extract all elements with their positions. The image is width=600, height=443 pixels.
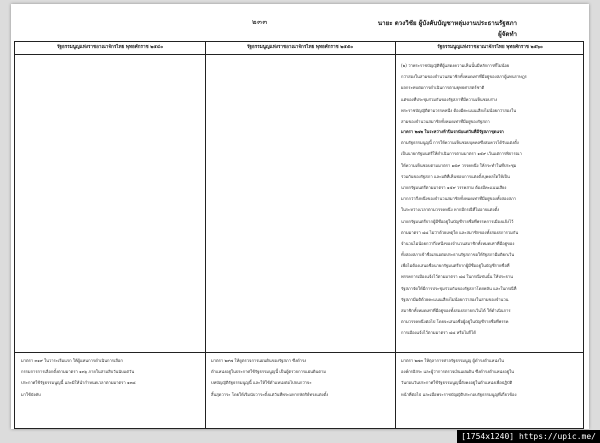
- text-line: วันก่อนวันประกาศใช้รัฐธรรมนูญนี้ยังคงอยู่ในตำแหน่งเพื่อปฏิบัติ: [401, 380, 513, 386]
- column-header-2560: รัฐธรรมนูญแห่งราชอาณาจักรไทย พุทธศักราช ๒๕๖๐: [395, 42, 584, 55]
- table-cell-2560-section-272: [401, 126, 581, 339]
- text-line: มาตรา ๒๗๓ ให้ตุลาการศาลรัฐธรรมนูญ ผู้ดำรงตำแหน่งใน: [401, 358, 504, 363]
- table-cell-2560-section-273: [401, 355, 581, 400]
- column-header-2550: รัฐธรรมนูญแห่งราชอาณาจักรไทย พุทธศักราช ๒๕๕๐: [205, 42, 395, 55]
- image-watermark[interactable]: [1754x1240] https://upic.me/: [457, 430, 600, 443]
- text-line: ในระหว่างเวลาตามวรรคหนึ่ง หากมีกรณีที่ไม่อาจแต่งตั้ง: [401, 207, 500, 213]
- attribution-name: นายะ ดวงวิชัย ผู้บังคับบัญชาหลุ่มงานประธานรัฐสภา: [377, 20, 517, 27]
- text-line: นายกรัฐมนตรีจากผู้มีชื่ออยู่ในบัญชีรายชื่อที่พรรคการเมืองแจ้งไว้: [401, 218, 514, 224]
- text-line: มาตรา ๓๑๙ ในวาระเริ่มแรก ให้ผู้แทนการดำเนินการเลือก: [21, 358, 123, 363]
- text-line: รัฐสภามีมติด้วยคะแนนเสียงไม่น้อยกว่าสองในสามของจำนวน: [401, 296, 509, 302]
- text-line: นายกรัฐมนตรีตามมาตรา ๑๕๙ วรรคสาม ต้องมีคะแนนเสียง: [401, 184, 507, 190]
- text-line: เพื่อไม่ต้องเสนอชื่อนายกรัฐมนตรีจากผู้มีชื่ออยู่ในบัญชีรายชื่อที่: [401, 263, 510, 269]
- text-line: ตามวรรคหนึ่งต่อไป โดยจะเสนอชื่อผู้อยู่ในบัญชีรายชื่อที่พรรค: [401, 319, 509, 325]
- text-line: หน้าที่ต่อไป และเมื่อพระราชบัญญัติประกอบรัฐธรรมนูญที่เกี่ยวข้อง: [401, 391, 517, 397]
- text-line: ให้ความเห็นชอบตามมาตรา ๑๕๙ วรรคหนึ่ง ให้กระทำในที่ประชุม: [401, 162, 517, 168]
- text-line: สิ้นสุดวาระ โดยให้เริ่มนับวาระตั้งแต่วันที่พระมหากษัตริย์ทรงแต่งตั้ง: [211, 391, 329, 397]
- compiler-attribution: [347, 18, 517, 40]
- comparison-table: [14, 41, 584, 429]
- text-line: ตำแหน่งอยู่ในประกาศใช้รัฐธรรมนูญนี้ เป็นผู้ตรวจการแผ่นดินตาม: [211, 369, 327, 375]
- text-line: องค์กรอิสระ และผู้ว่าการตรวจเงินแผ่นดิน ซึ่งดำรงตำแหน่งอยู่ใน: [401, 369, 514, 375]
- text-line: ตามรัฐธรรมนูญนี้ การให้ความเห็นชอบบุคคลซึ่งสมควรได้รับแต่งตั้ง: [401, 140, 519, 146]
- page-number: ๒๓๓: [252, 18, 268, 26]
- document-page: [11, 4, 589, 429]
- row-divider: [15, 352, 583, 353]
- text-line: สมาชิกทั้งหมดเท่าที่มีอยู่ของทั้งสองสภายกเว้นได้ ให้ดำเนินการ: [401, 308, 511, 313]
- text-line: มาใช้บังคับ: [21, 391, 41, 397]
- text-line: พระราชบัญญัติตามวรรคหนึ่ง ต้องมีคะแนนเสียงไม่น้อยกว่าสองใน: [401, 107, 517, 113]
- table-cell-2540-section-319: [21, 355, 201, 400]
- text-line: มาตรา ๒๙๗ ให้ดูตรวจการแผ่นดินของรัฐสภา ซึ่งดำรง: [211, 358, 307, 363]
- text-line: ตามมาตรา ๘๘ ไม่ว่าด้วยเหตุใด และสมาชิกของทั้งสองสภารวมกัน: [401, 229, 519, 235]
- text-line: ร่วมกันของรัฐสภา และมติที่เห็นชอบการแต่งตั้งบุคคลใดให้เป็น: [401, 173, 510, 179]
- text-line: ประกาศใช้รัฐธรรมนูญนี้ และมิให้นำกำหนดเวลาตามมาตรา ๑๓๘: [21, 380, 136, 386]
- text-line: เป็นนายกรัฐมนตรีให้ดำเนินการตามมาตรา ๑๕๙ เว้นแต่การพิจารณา: [401, 151, 522, 157]
- table-cell-2560-upper: [401, 60, 581, 127]
- text-line: กว่าสองในสามของจำนวนสมาชิกทั้งหมดเท่าที่มีอยู่ของสภาผู้แทนราษฎร: [401, 74, 527, 80]
- text-line: การเมืองแจ้งไว้ตามมาตรา ๘๘ หรือไม่ก็ได้: [401, 330, 476, 336]
- text-line: รัฐสภาจัดให้มีการประชุมร่วมกันของรัฐสภาโดยพลัน และในกรณีที่: [401, 285, 517, 291]
- table-cell-2550-section-297: [211, 355, 391, 400]
- text-line: แต่ของที่ประชุมร่วมกันของรัฐสภาที่มีความเห็นชอบร่าง: [401, 96, 498, 102]
- text-line: พรรคการเมืองแจ้งไว้ตามมาตรา ๘๘ ในกรณีเช่นนั้น ให้ประธาน: [401, 274, 513, 280]
- text-line: สามของจำนวนสมาชิกทั้งหมดเท่าที่มีอยู่ของรัฐสภา: [401, 118, 490, 124]
- text-line: บทบัญญัติรัฐธรรมนูญนี้ และให้ใช้ตำแหน่งต่อไปจนกว่าจะ: [211, 380, 312, 386]
- column-divider: [395, 42, 396, 428]
- column-divider: [205, 42, 206, 428]
- text-line: (๒) ว่าพระราชบัญญัติที่ผู้แสดงความเห็นนั้นมีหลักการที่ไม่น้อย: [401, 63, 510, 68]
- column-header-2540: รัฐธรรมนูญแห่งราชอาณาจักรไทย พุทธศักราช ๒๕๔๐: [15, 42, 205, 55]
- text-line: ผลกระทบต่อการดำเนินการตามยุทธศาสตร์ชาติ: [401, 85, 485, 91]
- attribution-role: ผู้จัดทำ: [498, 31, 517, 38]
- text-line: มากกว่ากึ่งหนึ่งของจำนวนสมาชิกทั้งหมดเท่าที่มีอยู่ของทั้งสองสภา: [401, 196, 516, 202]
- text-line: จำนวนไม่น้อยกว่ากึ่งหนึ่งของจำนวนสมาชิกทั้งหมดเท่าที่มีอยู่ของ: [401, 240, 515, 246]
- text-line: ทั้งสองสภาเข้าชื่อเสนอต่อประธานรัฐสภาขอให้รัฐสภามีมติยกเว้น: [401, 252, 515, 258]
- text-line: มาตรา ๒๗๒ ในระหว่างห้าปีแรกนับแต่วันที่มีรัฐสภาชุดแรก: [401, 129, 504, 134]
- text-line: กรรมการการเลือกตั้งตามมาตรา ๑๓๖ ภายในสามสิบวันนับแต่วัน: [21, 369, 135, 375]
